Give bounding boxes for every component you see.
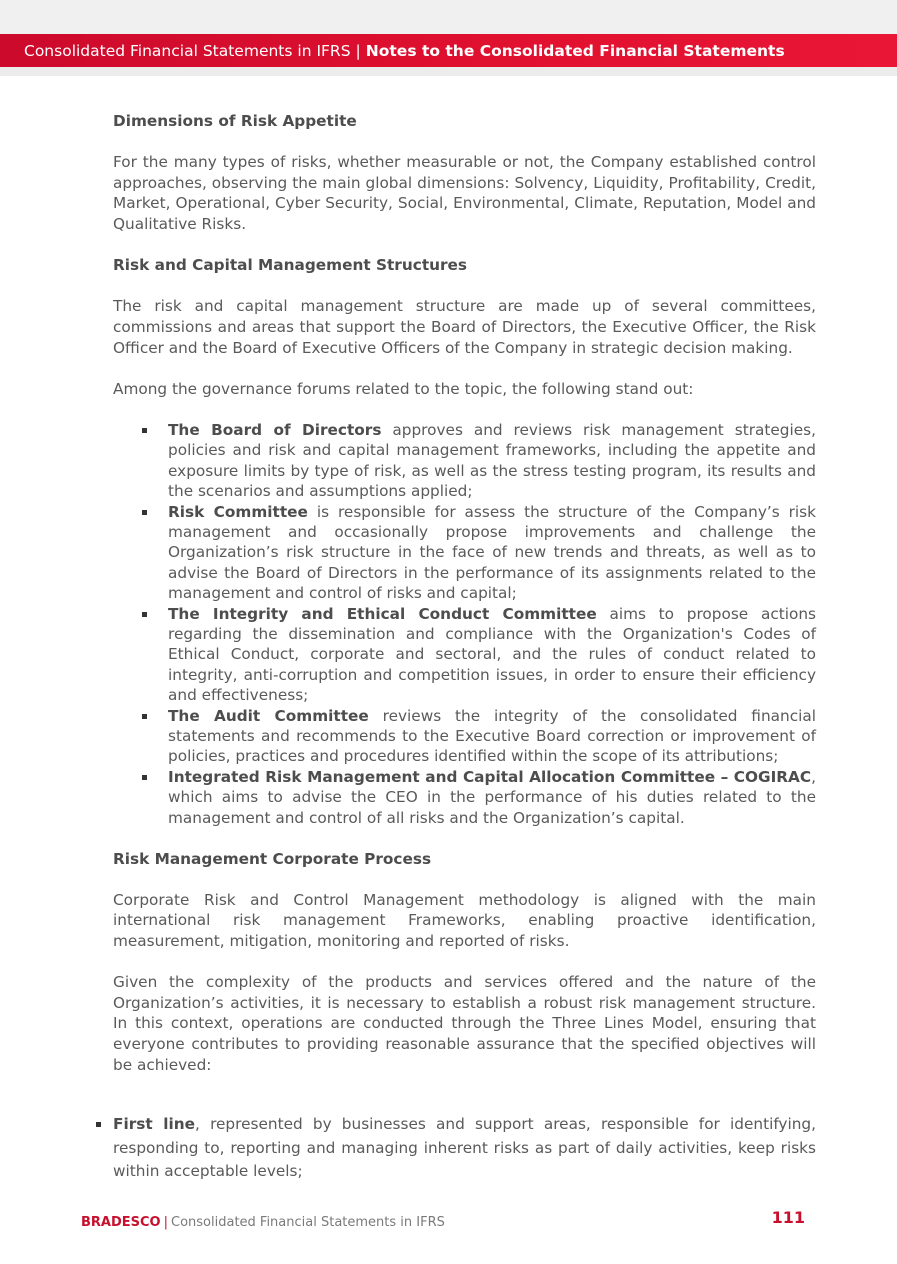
list-item-text: aims to propose actions regarding the dissemination and compliance with the Organization's Codes of Ethical Conduct, corporate and sectoral, and the rules of conduct related to integrity, anti-corruption and competition issues, in order to ensure their efficiency and effectiveness; — [168, 604, 817, 705]
header-underline-band — [0, 67, 897, 76]
top-margin-strip — [0, 0, 897, 34]
footer-brand: BRADESCO — [81, 1215, 161, 1230]
list-item-risk-committee — [168, 502, 816, 604]
list-item-lead: Risk Committee — [168, 502, 308, 521]
page-header — [0, 34, 897, 67]
list-item-lead: First line — [113, 1115, 196, 1134]
list-item-lead: Integrated Risk Management and Capital Allocation Committee – COGIRAC — [168, 767, 812, 786]
list-item-lead: The Audit Committee — [168, 706, 369, 725]
list-item-audit-committee — [168, 706, 816, 767]
page-content — [113, 111, 816, 1184]
list-item-text: approves and reviews risk management strategies, policies and risk and capital management frameworks, including the appetite and exposure limits by type of risk, as well as the stress testing program, its results and the scenarios and assumptions applied; — [168, 420, 816, 501]
heading-risk-capital-structures: Risk and Capital Management Structures — [113, 256, 468, 275]
list-item-board-of-directors — [168, 420, 816, 502]
header-section-title: Notes to the Consolidated Financial Statements — [365, 41, 785, 60]
list-item-lead: The Integrity and Ethical Conduct Committee — [168, 604, 597, 623]
heading-risk-management-process: Risk Management Corporate Process — [113, 849, 432, 868]
list-item-text: reviews the integrity of the consolidated financial statements and recommends to the Executive Board correction or improvement of policies, practices and procedures identified within the scope of its attributions; — [168, 706, 816, 766]
list-item-first-line — [113, 1113, 816, 1184]
list-item-text: is responsible for assess the structure of the Company’s risk management and occasionally propose improvements and challenge the Organization’s risk structure in the face of new trends and threats, as well as to advise the Board of Directors in the performance of its assignments related to the management and control of risks and capital; — [168, 502, 817, 603]
paragraph-structures: The risk and capital management structure are made up of several committees, commissions and areas that support the Board of Directors, the Executive Officer, the Risk Officer and the Board of Executive Officers of the Company in strategic decision making. — [113, 297, 816, 357]
list-item-text: , represented by businesses and support areas, responsible for identifying, responding to, reporting and managing inherent risks as part of daily activities, keep risks within acceptable levels; — [113, 1115, 817, 1181]
list-item-integrity-committee — [168, 604, 816, 706]
paragraph-dimensions: For the many types of risks, whether measurable or not, the Company established control approaches, observing the main global dimensions: Solvency, Liquidity, Profitability, Credit, Market, Operational, Cyber Security, Social, Environmental, Climate, Reputation, Model and Qualitative Risks. — [113, 153, 816, 233]
header-document-title: Consolidated Financial Statements in IFRS — [24, 41, 351, 60]
list-item-text: , which aims to advise the CEO in the performance of his duties related to the management and control of all risks and the Organization’s capital. — [168, 767, 816, 827]
heading-dimensions-of-risk-appetite: Dimensions of Risk Appetite — [113, 112, 357, 130]
three-lines-list — [91, 1113, 816, 1184]
footer-document-title: Consolidated Financial Statements in IFRS — [171, 1215, 445, 1230]
page-footer — [81, 1208, 805, 1230]
list-item-lead: The Board of Directors — [168, 420, 382, 439]
paragraph-methodology: Corporate Risk and Control Management methodology is aligned with the main international risk management Frameworks, enabling proactive identification, measurement, mitigation, monitoring and reported of risks. — [113, 890, 816, 950]
list-item-cogirac — [168, 767, 816, 828]
header-separator: | — [355, 41, 361, 60]
footer-separator: | — [163, 1215, 168, 1230]
paragraph-three-lines-model: Given the complexity of the products and services offered and the nature of the Organization’s activities, it is necessary to establish a robust risk management structure. In this context, operations are conducted through the Three Lines Model, ensuring that everyone contributes to providing reasonable assurance that the specified objectives will be achieved: — [113, 973, 816, 1074]
page-number: 111 — [771, 1208, 805, 1227]
paragraph-governance-intro: Among the governance forums related to the topic, the following stand out: — [113, 379, 694, 398]
governance-forums-list — [113, 420, 816, 828]
